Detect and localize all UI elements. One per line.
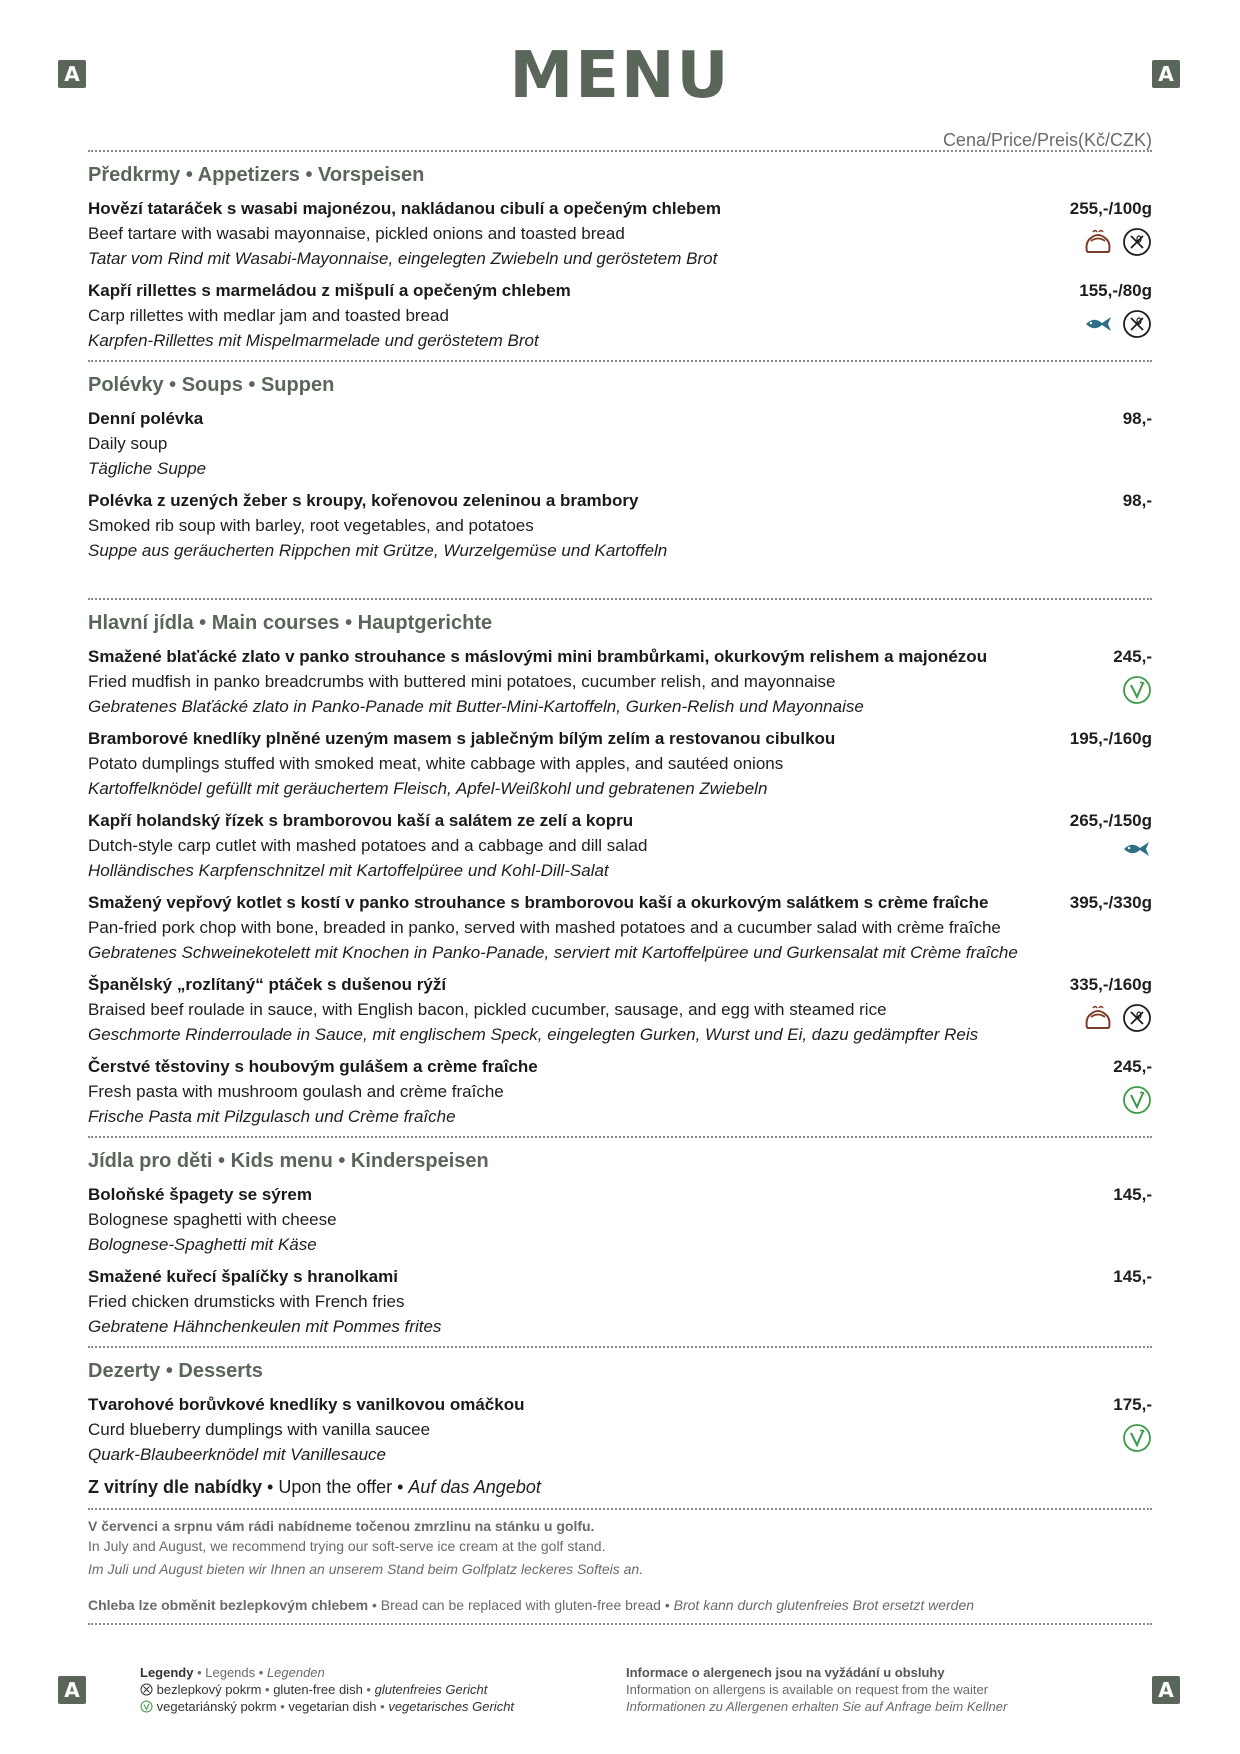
legend-veg-en: vegetarian dish: [288, 1699, 377, 1714]
icecream-note: [88, 1510, 1152, 1579]
menu-item: [88, 1264, 1152, 1346]
item-name-cz: Smažený vepřový kotlet s kostí v panko strouhance s bramborovou kaší a okurkovým salátkem s crème fraîche: [88, 893, 989, 912]
legend-separator: •: [362, 1682, 375, 1697]
item-name-en: Dutch-style carp cutlet with mashed potatoes and a cabbage and dill salad: [88, 836, 648, 855]
legend-separator: •: [261, 1682, 274, 1697]
item-name-de: Bolognese-Spaghetti mit Käse: [88, 1235, 317, 1254]
menu-item: [88, 196, 1152, 278]
allergen-de: Informationen zu Allergenen erhalten Sie auf Anfrage beim Kellner: [626, 1699, 1008, 1714]
logo-icon: A: [1152, 1676, 1180, 1704]
icecream-note-de: Im Juli und August bieten wir Ihnen an unserem Stand beim Golfplatz leckeres Softeis an.: [88, 1561, 644, 1577]
item-name-en: Bolognese spaghetti with cheese: [88, 1210, 337, 1229]
item-price: 245,-: [1113, 647, 1152, 666]
offer-cz: Z vitríny dle nabídky: [88, 1477, 263, 1497]
legend-title-en: Legends: [205, 1665, 256, 1680]
vegetarian-icon: [1122, 675, 1152, 710]
menu-item: [88, 406, 1152, 488]
offer-en: Upon the offer: [278, 1477, 393, 1497]
item-name-en: Fresh pasta with mushroom goulash and crème fraîche: [88, 1082, 504, 1101]
item-price: 395,-/330g: [1069, 893, 1152, 912]
allergen-en: Information on allergens is available on request from the waiter: [626, 1682, 989, 1697]
item-name-en: Pan-fried pork chop with bone, breaded in panko, served with mashed potatoes and a cucumber salad with crème fraîche: [88, 918, 1001, 937]
logo-icon: A: [58, 60, 86, 88]
offer-separator: •: [392, 1477, 409, 1497]
legend-vegetarian: [140, 1698, 514, 1715]
item-price: 145,-: [1113, 1185, 1152, 1204]
item-name-en: Fried mudfish in panko breadcrumbs with buttered mini potatoes, cucumber relish, and mayonnaise: [88, 672, 836, 691]
item-name-en: Daily soup: [88, 434, 168, 453]
gluten-free-icon: [1122, 309, 1152, 344]
item-price: 195,-/160g: [1069, 729, 1152, 748]
menu-item: [88, 726, 1152, 808]
item-name-en: Potato dumplings stuffed with smoked meat, white cabbage with apples, and sautéed onions: [88, 754, 784, 773]
icecream-note-en: In July and August, we recommend trying our soft-serve ice cream at the golf stand.: [88, 1538, 606, 1554]
divider: [88, 150, 1152, 152]
fish-icon: [1122, 839, 1152, 864]
section-heading: Dezerty • Desserts: [88, 1360, 263, 1382]
item-icons: [1122, 839, 1152, 864]
item-name-en: Beef tartare with wasabi mayonnaise, pickled onions and toasted bread: [88, 224, 625, 243]
item-price: 255,-/100g: [1069, 199, 1152, 218]
legend-gf-de: glutenfreies Gericht: [374, 1682, 488, 1697]
item-name-cz: Hovězí tataráček s wasabi majonézou, nakládanou cibulí a opečeným chlebem: [88, 199, 721, 218]
section-heading: Jídla pro děti • Kids menu • Kinderspeisen: [88, 1150, 489, 1172]
legend-veg-de: vegetarisches Gericht: [388, 1699, 515, 1714]
legend-gluten-free: [140, 1681, 514, 1698]
item-name-de: Holländisches Karpfenschnitzel mit Kartoffelpüree und Kohl-Dill-Salat: [88, 861, 609, 880]
menu-sections: [88, 162, 1152, 1474]
item-name-de: Suppe aus geräucherten Rippchen mit Grütze, Wurzelgemüse und Kartoffeln: [88, 541, 668, 560]
offer-de: Auf das Angebot: [408, 1477, 541, 1497]
item-icons: [1122, 675, 1152, 710]
item-price: 175,-: [1113, 1395, 1152, 1414]
allergen-info: [626, 1664, 1007, 1715]
item-icons: [1082, 1003, 1152, 1038]
bread-note-cz: Chleba lze obměnit bezlepkovým chlebem: [88, 1597, 369, 1613]
item-name-de: Tägliche Suppe: [88, 459, 207, 478]
section-heading: Polévky • Soups • Suppen: [88, 374, 335, 396]
item-price: 98,-: [1122, 491, 1152, 510]
item-icons: [1082, 227, 1152, 262]
logo-icon: A: [58, 1676, 86, 1704]
logo-icon: A: [1152, 60, 1180, 88]
item-name-cz: Denní polévka: [88, 409, 204, 428]
item-name-cz: Čerstvé těstoviny s houbovým gulášem a crème fraîche: [88, 1057, 538, 1076]
item-name-en: Fried chicken drumsticks with French fries: [88, 1292, 405, 1311]
bread-note-en: Bread can be replaced with gluten-free bread: [380, 1597, 661, 1613]
item-name-en: Curd blueberry dumplings with vanilla saucee: [88, 1420, 431, 1439]
page-title: MENU: [509, 39, 731, 113]
offer-line: [88, 1474, 1152, 1508]
item-icons: [1122, 1423, 1152, 1458]
legend-gf-en: gluten-free dish: [273, 1682, 363, 1697]
legend-title: Legendy: [140, 1665, 194, 1680]
bread-note: [88, 1595, 1152, 1623]
item-name-cz: Kapří holandský řízek s bramborovou kaší a salátem ze zelí a kopru: [88, 811, 634, 830]
allergen-cz: Informace o alergenech jsou na vyžádání u obsluhy: [626, 1665, 945, 1680]
vegetarian-icon: [1122, 1085, 1152, 1120]
item-name-cz: Boloňské špagety se sýrem: [88, 1185, 312, 1204]
menu-item: [88, 1054, 1152, 1136]
offer-separator: •: [262, 1477, 279, 1497]
legend-separator: •: [193, 1665, 206, 1680]
item-name-de: Quark-Blaubeerknödel mit Vanillesauce: [88, 1445, 386, 1464]
menu-item: [88, 1182, 1152, 1264]
divider: [88, 1623, 1152, 1625]
item-name-de: Frische Pasta mit Pilzgulasch und Crème fraîche: [88, 1107, 456, 1126]
item-name-cz: Smažené blaťácké zlato v panko strouhance s máslovými mini brambůrkami, okurkovým relishem a majonézou: [88, 647, 988, 666]
icecream-note-cz: V červenci a srpnu vám rádi nabídneme točenou zmrzlinu na stánku u golfu.: [88, 1518, 595, 1534]
item-name-cz: Polévka z uzených žeber s kroupy, kořenovou zeleninou a brambory: [88, 491, 639, 510]
gluten-free-icon: [140, 1683, 153, 1696]
meat-icon: [1082, 1004, 1114, 1037]
item-name-en: Smoked rib soup with barley, root vegetables, and potatoes: [88, 516, 534, 535]
item-name-en: Braised beef roulade in sauce, with English bacon, pickled cucumber, sausage, and egg with steamed rice: [88, 1000, 887, 1019]
menu-item: [88, 972, 1152, 1054]
menu-item: [88, 1392, 1152, 1474]
menu-item: [88, 808, 1152, 890]
gluten-free-icon: [1122, 227, 1152, 262]
bread-separator: •: [368, 1597, 381, 1613]
menu-item: [88, 890, 1152, 972]
item-price: 245,-: [1113, 1057, 1152, 1076]
item-price: 155,-/80g: [1079, 281, 1152, 300]
item-price: 335,-/160g: [1069, 975, 1152, 994]
item-name-en: Carp rillettes with medlar jam and toasted bread: [88, 306, 449, 325]
item-icons: [1084, 309, 1152, 344]
divider: [88, 1346, 1152, 1348]
bread-separator: •: [660, 1597, 674, 1613]
item-icons: [1122, 1085, 1152, 1120]
item-price: 265,-/150g: [1069, 811, 1152, 830]
legend-separator: •: [276, 1699, 289, 1714]
item-name-de: Tatar vom Rind mit Wasabi-Mayonnaise, eingelegten Zwiebeln und geröstetem Brot: [88, 249, 718, 268]
vegetarian-icon: [1122, 1423, 1152, 1458]
legend-gf-cz: bezlepkový pokrm: [156, 1682, 262, 1697]
section-heading: Předkrmy • Appetizers • Vorspeisen: [88, 164, 425, 186]
vegetarian-icon: [140, 1700, 153, 1713]
item-price: 98,-: [1122, 409, 1152, 428]
price-header: Cena/Price/Preis(Kč/CZK): [942, 130, 1152, 150]
menu-item: [88, 488, 1152, 570]
meat-icon: [1082, 228, 1114, 261]
item-name-cz: Kapří rillettes s marmeládou z mišpulí a opečeným chlebem: [88, 281, 571, 300]
section-heading: Hlavní jídla • Main courses • Hauptgerichte: [88, 612, 493, 634]
item-price: 145,-: [1113, 1267, 1152, 1286]
item-name-de: Kartoffelknödel gefüllt mit geräuchertem Fleisch, Apfel-Weißkohl und gebratenen Zwiebeln: [88, 779, 768, 798]
divider: [88, 598, 1152, 600]
item-name-cz: Smažené kuřecí špalíčky s hranolkami: [88, 1267, 398, 1286]
fish-icon: [1084, 314, 1114, 339]
item-name-de: Gebratenes Blaťácké zlato in Panko-Panade mit Butter-Mini-Kartoffeln, Gurken-Relish und Mayonnaise: [88, 697, 864, 716]
legend-veg-cz: vegetariánský pokrm: [156, 1699, 277, 1714]
item-name-de: Geschmorte Rinderroulade in Sauce, mit englischem Speck, eingelegten Gurken, Wurst und Ei, dazu gedämpfter Reis: [88, 1025, 979, 1044]
menu-content: [88, 150, 1152, 1625]
legend-separator: •: [376, 1699, 389, 1714]
menu-item: [88, 644, 1152, 726]
gluten-free-icon: [1122, 1003, 1152, 1038]
item-name-cz: Tvarohové borůvkové knedlíky s vanilkovou omáčkou: [88, 1395, 525, 1414]
item-name-de: Gebratenes Schweinekotelett mit Knochen in Panko-Panade, serviert mit Kartoffelpüree und Gurkensalat mit Crème fraîche: [88, 943, 1018, 962]
spacer: [88, 570, 1152, 598]
item-name-de: Karpfen-Rillettes mit Mispelmarmelade und geröstetem Brot: [88, 331, 539, 350]
legend-separator: •: [255, 1665, 267, 1680]
divider: [88, 360, 1152, 362]
divider: [88, 1136, 1152, 1138]
legend-title-de: Legenden: [266, 1665, 325, 1680]
legend: [140, 1664, 514, 1715]
bread-note-de: Brot kann durch glutenfreies Brot ersetzt werden: [673, 1597, 975, 1613]
item-name-de: Gebratene Hähnchenkeulen mit Pommes frites: [88, 1317, 442, 1336]
item-name-cz: Bramborové knedlíky plněné uzeným masem s jablečným bílým zelím a restovanou cibulkou: [88, 729, 836, 748]
menu-item: [88, 278, 1152, 360]
item-name-cz: Španělský „rozlítaný“ ptáček s dušenou rýží: [88, 975, 447, 994]
